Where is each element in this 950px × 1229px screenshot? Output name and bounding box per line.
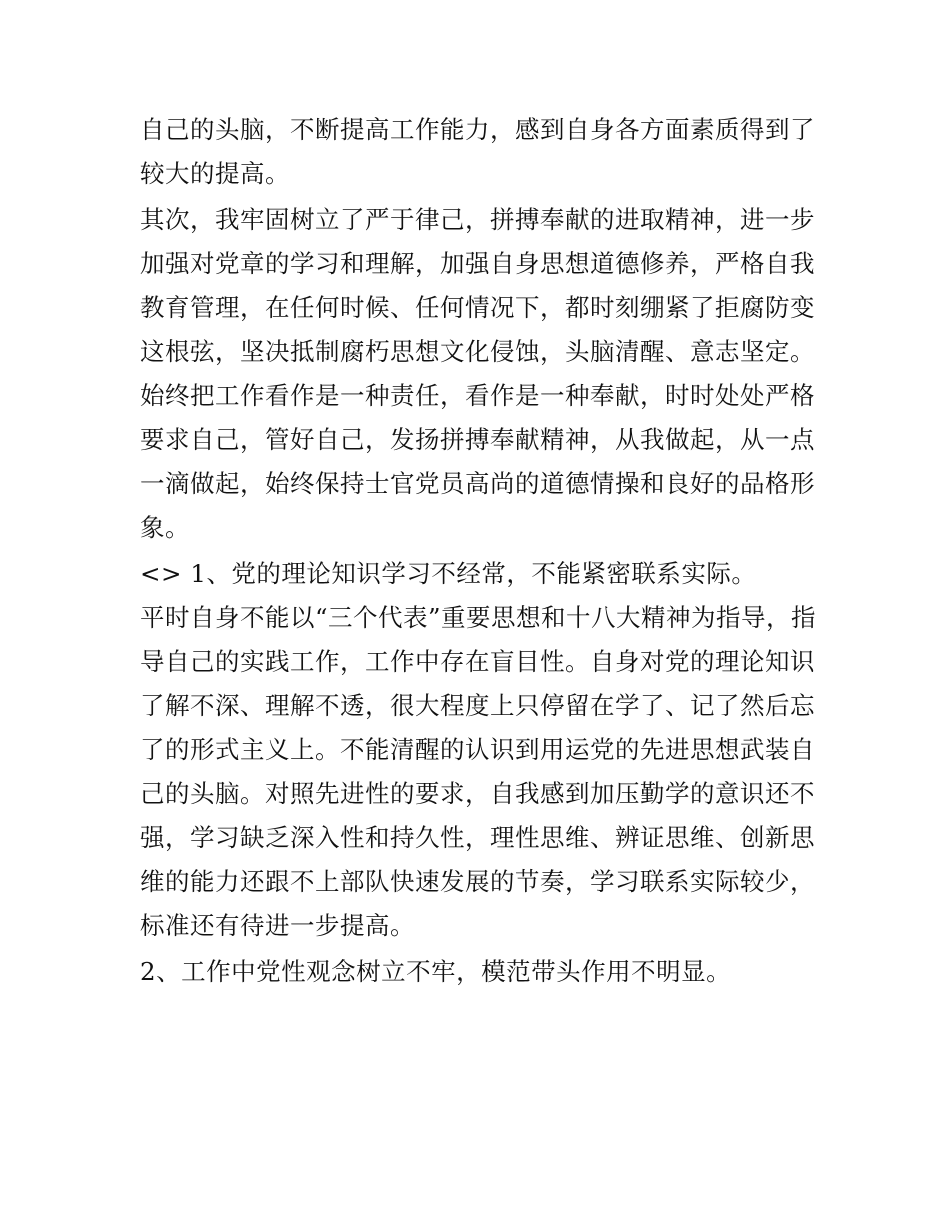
text-line: 教育管理，在任何时候、任何情况下，都时刻绷紧了拒腐防变 bbox=[140, 293, 815, 322]
text-line: 始终把工作看作是一种责任，看作是一种奉献，时时处处严格 bbox=[140, 381, 815, 410]
text-line: 导自己的实践工作，工作中存在盲目性。自身对党的理论知识 bbox=[140, 647, 815, 676]
text-line: 平时自身不能以“三个代表”重要思想和十八大精神为指导，指 bbox=[140, 603, 817, 632]
text-line: 加强对党章的学习和理解，加强自身思想道德修养，严格自我 bbox=[140, 249, 815, 278]
text-line: 自己的头脑，不断提高工作能力，感到自身各方面素质得到了 bbox=[140, 115, 815, 144]
text-line: 这根弦，坚决抵制腐朽思想文化侵蚀，头脑清醒、意志坚定。 bbox=[140, 337, 815, 366]
text-line: 强，学习缺乏深入性和持久性，理性思维、辨证思维、创新思 bbox=[140, 823, 815, 852]
section-heading-1: <> 1、党的理论知识学习不经常，不能紧密联系实际。 bbox=[140, 559, 757, 588]
text-line: 象。 bbox=[140, 513, 190, 542]
text-line: 己的头脑。对照先进性的要求，自我感到加压勤学的意识还不 bbox=[140, 779, 815, 808]
text-line: 一滴做起，始终保持士官党员高尚的道德情操和良好的品格形 bbox=[140, 469, 815, 498]
text-line: 要求自己，管好自己，发扬拼搏奉献精神，从我做起，从一点 bbox=[140, 425, 815, 454]
text-line: 标准还有待进一步提高。 bbox=[140, 911, 415, 940]
text-line: 维的能力还跟不上部队快速发展的节奏，学习联系实际较少， bbox=[140, 867, 815, 896]
document-body bbox=[140, 108, 820, 994]
section-heading-2: 2、工作中党性观念树立不牢，模范带头作用不明显。 bbox=[140, 957, 732, 986]
text-line: 了解不深、理解不透，很大程度上只停留在学了、记了然后忘 bbox=[140, 691, 815, 720]
text-line: 较大的提高。 bbox=[140, 159, 290, 188]
text-line: 其次，我牢固树立了严于律己，拼搏奉献的进取精神，进一步 bbox=[140, 205, 815, 234]
text-line: 了的形式主义上。不能清醒的认识到用运党的先进思想武装自 bbox=[140, 735, 815, 764]
